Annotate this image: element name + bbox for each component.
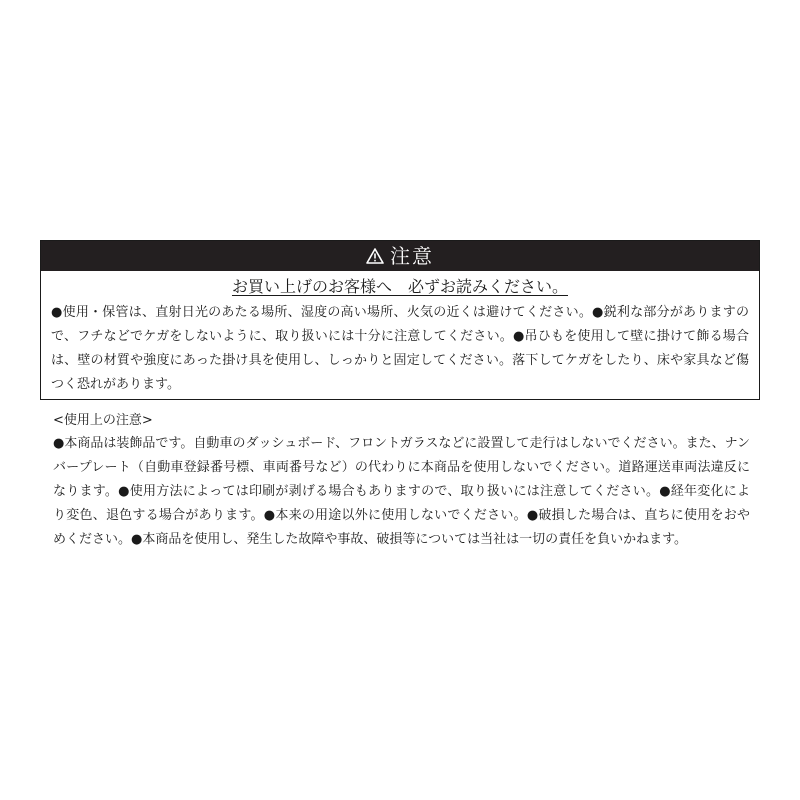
usage-notes-body: ●本商品は装飾品です。自動車のダッシュボード、フロントガラスなどに設置して走行はしないでください。また、ナンバープレート（自動車登録番号標、車両番号など）の代わりに本商品を使用しないでください。道路運送車両法違反になります。●使用方法によっては印刷が剥げる場合もありますので、取り扱いには注意してください。●経年変化により変色、退色する場合があります。●本来の用途以外に使用しないでください。●破損した場合は、直ちに使用をおやめください。●本商品を使用し、発生した故障や事故、破損等については当社は一切の責任を負いかねます。	[53, 436, 750, 547]
usage-notes-section	[53, 410, 750, 552]
caution-subtitle-text: お買い上げのお客様へ 必ずお読みください。	[231, 277, 568, 296]
usage-notes-heading: <使用上の注意>	[53, 413, 153, 428]
caution-subtitle	[41, 277, 759, 297]
caution-body-text: ●使用・保管は、直射日光のあたる場所、湿度の高い場所、火気の近くは避けてください。●鋭利な部分がありますので、フチなどでケガをしないように、取り扱いには十分に注意してください。●吊ひもを使用して壁に掛けて飾る場合は、壁の材質や強度にあった掛け具を使用し、しっかりと固定してください。落下してケガをしたり、床や家具など傷つく恐れがあります。	[51, 305, 749, 392]
caution-box	[40, 240, 760, 400]
warning-triangle-icon	[366, 248, 384, 264]
caution-title: 注意	[390, 244, 434, 268]
caution-header	[41, 241, 759, 271]
